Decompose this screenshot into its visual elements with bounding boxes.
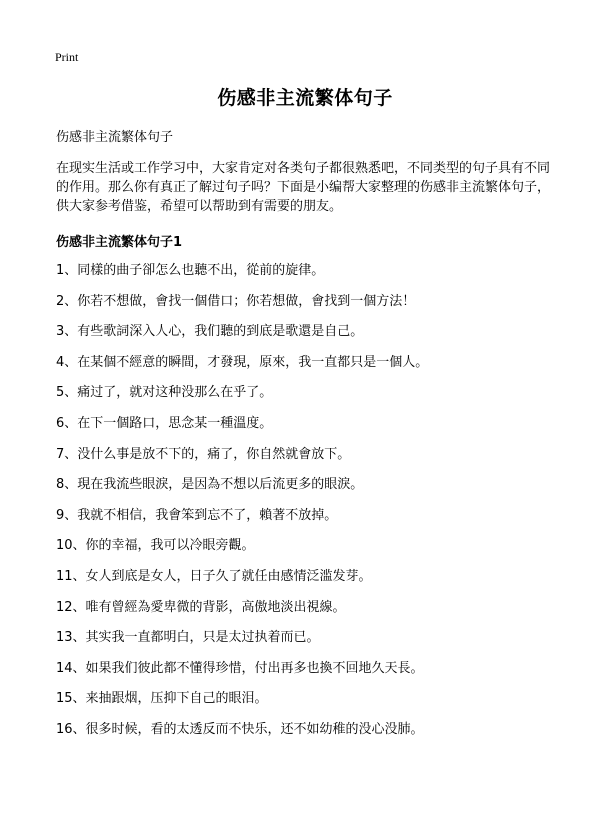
print-link[interactable]: Print <box>55 50 79 64</box>
list-item: 2、你若不想做，會找一個借口；你若想做，會找到一個方法！ <box>56 293 416 309</box>
list-item: 6、在下一個路口，思念某一種溫度。 <box>56 415 273 431</box>
document-subtitle: 伤感非主流繁体句子 <box>56 130 174 145</box>
list-item: 8、現在我流些眼淚，是因為不想以后流更多的眼淚。 <box>56 477 364 493</box>
list-item: 4、在某個不經意的瞬間，才發現，原來，我一直都只是一個人。 <box>56 354 429 370</box>
list-item: 10、你的幸福，我可以冷眼旁觀。 <box>56 538 255 554</box>
list-item: 3、有些歌詞深入人心，我们聽的到底是歌還是自己。 <box>56 324 364 340</box>
page-title: 伤感非主流繁体句子 <box>217 87 393 109</box>
list-item: 12、唯有曾經為愛卑微的背影，高傲地淡出視線。 <box>56 599 346 615</box>
list-item: 5、痛过了，就对这种没那么在乎了。 <box>56 385 273 401</box>
list-item: 15、来抽跟烟，压抑下自己的眼泪。 <box>56 691 268 707</box>
list-item: 9、我就不相信，我會笨到忘不了，賴著不放掉。 <box>56 507 338 523</box>
list-item: 1、同樣的曲子卻怎么也聽不出，從前的旋律。 <box>56 263 325 278</box>
list-item: 11、女人到底是女人，日子久了就任由感情泛滥发芽。 <box>56 568 372 584</box>
sentence-list <box>56 262 554 739</box>
list-item: 16、很多时候，看的太透反而不快乐，还不如幼稚的没心没肺。 <box>56 721 424 737</box>
intro-paragraph: 在现实生活或工作学习中，大家肯定对各类句子都很熟悉吧，不同类型的句子具有不同的作用。那么你有真正了解过句子吗？下面是小编帮大家整理的伤感非主流繁体句子，供大家参考借鉴，希望可以帮助到有需要的朋友。 <box>56 161 551 214</box>
section-heading: 伤感非主流繁体句子1 <box>56 235 183 250</box>
list-item: 13、其实我一直都明白，只是太过执着而已。 <box>56 630 320 646</box>
list-item: 7、没什么事是放不下的，痛了，你自然就會放下。 <box>56 446 351 462</box>
list-item: 14、如果我们彼此都不懂得珍惜，付出再多也換不回地久天長。 <box>56 660 424 676</box>
